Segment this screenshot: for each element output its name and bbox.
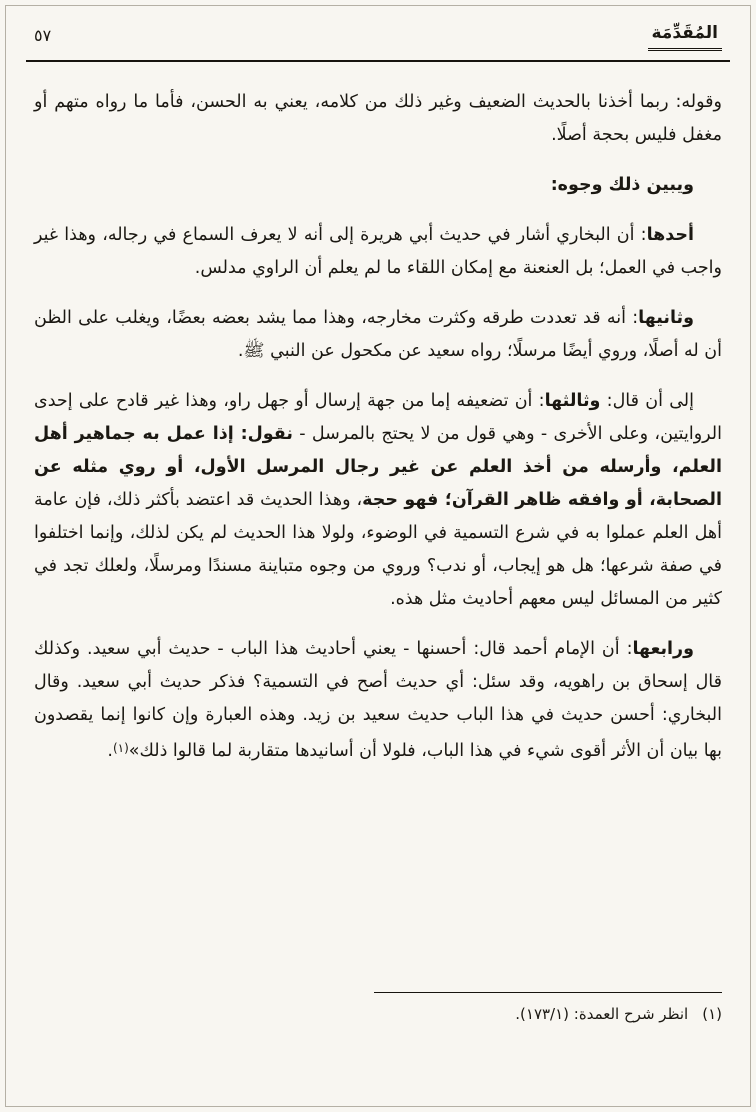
bold-run: وثالثها: [544, 391, 601, 411]
paragraph-fourth-point: [34, 633, 722, 768]
section-heading: [34, 169, 722, 202]
page-body: [34, 86, 722, 785]
page-header: [34, 23, 722, 51]
text-run: : أن البخاري أشار في حديث أبي هريرة إلى أنه لا يعرف السماع في رجاله، وهذا غير واجب في العمل؛ بل العنعنة مع إمكان اللقاء ما لم يعلم أن الراوي مدلس.: [34, 225, 722, 278]
footnote-reference: (١): [112, 741, 129, 755]
page-title: المُقَدِّمَة: [648, 23, 723, 51]
text-run: وقوله: ربما أخذنا بالحديث الضعيف وغير ذلك من كلامه، يعني به الحسن، فأما ما رواه متهم أو مغفل فليس بحجة أصلًا.: [34, 92, 722, 145]
paragraph-first-point: [34, 219, 722, 285]
bold-run: ويبين ذلك وجوه:: [550, 175, 694, 195]
paragraph: [34, 86, 722, 152]
text-run: ، وهذا الحديث قد اعتضد بأكثر ذلك، فإن عامة أهل العلم عملوا به في شرع التسمية في الوضوء، ولولا هذا الحديث لم يكن لذلك، وإنما اختلفوا في صفة شرعها؛ هل هو إيجاب، أو ندب؟ وروي من وجوه متباينة مسندًا ومرسلًا، ولعلك تجد في كثير من المسائل ليس معهم أحاديث مثل هذه.: [34, 490, 722, 609]
text-run: : أن الإمام أحمد قال: أحسنها - يعني أحاديث هذا الباب - حديث أبي سعيد. وكذلك قال إسحاق بن راهويه، وقد سئل: أي حديث أصح في التسمية؟ فذكر حديث أبي سعيد. وقال البخاري: أحسن حديث في هذا الباب حديث سعيد بن زيد. وهذه العبارة وإن كانوا إنما يقصدون بها بيان أن الأثر أقوى شيء في هذا الباب، فلولا أن أسانيدها متقاربة لما قالوا ذلك»: [34, 639, 722, 761]
bold-run: ورابعها: [632, 639, 694, 659]
text-run: إلى أن قال:: [600, 391, 694, 411]
footnote-area: [34, 992, 722, 1023]
footnote: [34, 1005, 722, 1023]
header-divider: [26, 60, 730, 62]
bold-run: نقول: إذا عمل به جماهير أهل العلم، وأرسله من أخذ العلم عن غير رجال المرسل الأول، أو روي مثله عن الصحابة، أو وافقه ظاهر القرآن؛ فهو حجة: [34, 424, 722, 510]
bold-run: وثانيها: [638, 308, 694, 328]
bold-run: أحدها: [646, 225, 694, 245]
footnote-text: انظر شرح العمدة: (١٧٣/١).: [515, 1005, 689, 1023]
footnote-marker: (١): [702, 1005, 722, 1023]
text-run: : أن تضعيفه إما من جهة إرسال أو جهل راو، وهذا غير قادح على إحدى الروايتين، وعلى الأخرى - وهي قول من لا يحتج بالمرسل -: [34, 391, 722, 444]
footnote-divider: [374, 992, 722, 993]
text-run: : أنه قد تعددت طرقه وكثرت مخارجه، وهذا مما يشد بعضه بعضًا، ويغلب على الظن أن له أصلًا، وروي أيضًا مرسلًا؛ رواه سعيد عن مكحول عن النبي ﷺ.: [34, 308, 722, 361]
page-number: ٥٧: [34, 26, 52, 45]
paragraph-third-point: [34, 385, 722, 616]
paragraph-second-point: [34, 302, 722, 368]
text-run: .: [107, 741, 113, 761]
